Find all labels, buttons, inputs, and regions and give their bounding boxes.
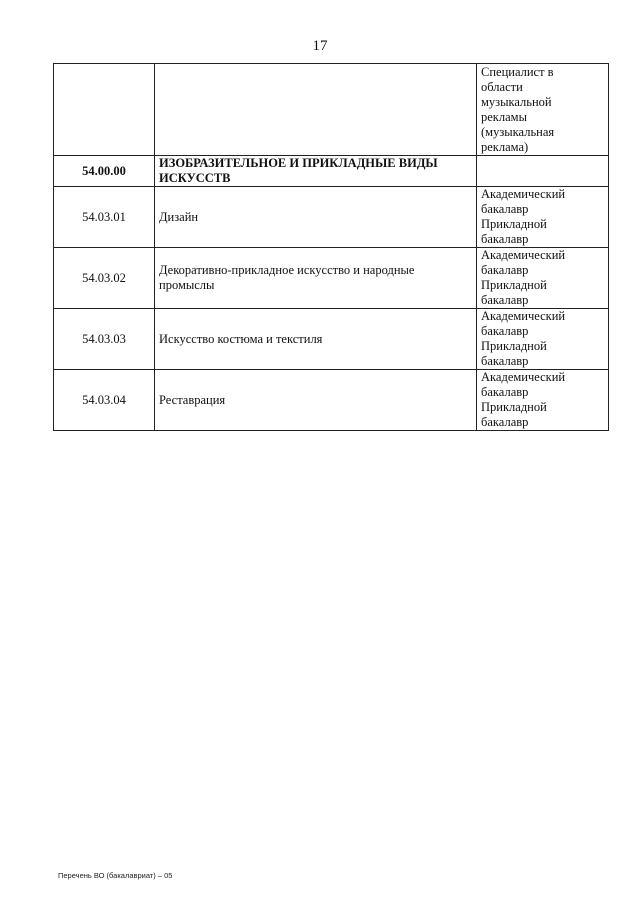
program-code: 54.03.04 xyxy=(54,370,155,431)
table-row xyxy=(54,187,609,248)
qualification-line: Прикладной xyxy=(481,339,547,353)
program-name: Дизайн xyxy=(155,187,477,248)
qualification-line: музыкальной xyxy=(481,94,552,109)
qualification-line: Академический xyxy=(481,370,566,384)
page-number: 17 xyxy=(312,38,328,54)
qualification-line: бакалавр xyxy=(481,415,529,429)
table-row xyxy=(54,248,609,309)
table-row xyxy=(54,64,609,156)
qualification-line: бакалавр xyxy=(481,354,529,368)
program-code: 54.03.03 xyxy=(54,309,155,370)
qualification-line: бакалавр xyxy=(481,202,529,216)
group-code: 54.00.00 xyxy=(54,156,155,187)
document-footer: Перечень ВО (бакалавриат) – 05 xyxy=(58,871,173,880)
program-code xyxy=(54,64,155,156)
table-row xyxy=(54,370,609,431)
qualification-line: Прикладной xyxy=(481,217,547,231)
program-name: Искусство костюма и текстиля xyxy=(155,309,477,370)
qualification-line: бакалавр xyxy=(481,232,529,246)
qualification-line: бакалавр xyxy=(481,385,529,399)
qualification-cell xyxy=(477,156,609,187)
qualification-cell xyxy=(477,248,609,309)
table-row-group xyxy=(54,156,609,187)
qualification-line: реклама) xyxy=(481,139,529,154)
qualification-line: (музыкальная xyxy=(481,124,555,139)
qualification-cell xyxy=(477,64,609,156)
qualification-line: бакалавр xyxy=(481,293,529,307)
qualification-line: области xyxy=(481,79,523,94)
table-row xyxy=(54,309,609,370)
program-code: 54.03.02 xyxy=(54,248,155,309)
qualification-line: бакалавр xyxy=(481,324,529,338)
qualification-line: Академический xyxy=(481,248,566,262)
qualification-cell xyxy=(477,370,609,431)
qualification-cell xyxy=(477,309,609,370)
program-name xyxy=(155,64,477,156)
group-name: ИЗОБРАЗИТЕЛЬНОЕ И ПРИКЛАДНЫЕ ВИДЫ ИСКУССТВ xyxy=(155,156,477,187)
qualification-cell xyxy=(477,187,609,248)
qualification-line: Прикладной xyxy=(481,400,547,414)
qualification-line: Академический xyxy=(481,187,566,201)
qualification-line: рекламы xyxy=(481,109,527,124)
qualification-line: бакалавр xyxy=(481,263,529,277)
program-name: Декоративно-прикладное искусство и народные промыслы xyxy=(155,248,477,309)
qualification-line: Академический xyxy=(481,309,566,323)
program-code: 54.03.01 xyxy=(54,187,155,248)
qualification-line: Прикладной xyxy=(481,278,547,292)
program-name: Реставрация xyxy=(155,370,477,431)
qualification-line: Специалист в xyxy=(481,64,554,79)
programs-table xyxy=(53,63,609,431)
